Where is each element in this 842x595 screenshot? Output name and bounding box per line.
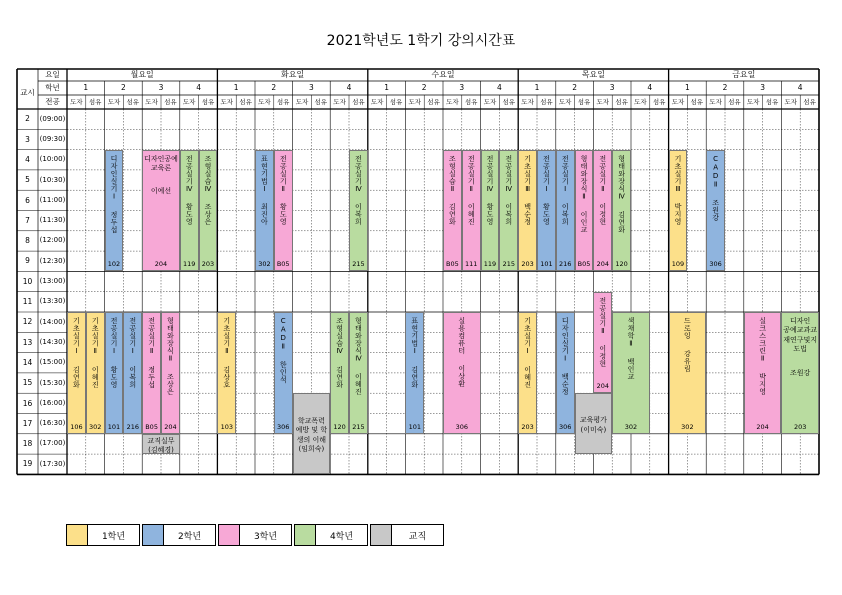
class-room: 120 xyxy=(615,260,628,269)
class-title: 전공실기Ⅱ xyxy=(598,154,607,194)
class-room: 102 xyxy=(107,260,121,269)
class-professor: 한인석 xyxy=(279,361,288,384)
major-header: 섬유 xyxy=(765,97,779,106)
major-header: 도자 xyxy=(634,97,647,106)
class-professor: 김연화 xyxy=(72,365,81,388)
period-time: (14:00) xyxy=(39,317,66,326)
major-header: 섬유 xyxy=(389,97,403,106)
class-room: 302 xyxy=(88,422,102,431)
class-block xyxy=(744,312,782,434)
period-number: 11 xyxy=(22,297,33,307)
class-professor: 정두섭 xyxy=(110,210,119,234)
period-time: (15:00) xyxy=(39,358,66,367)
legend-swatch xyxy=(219,525,240,545)
class-title: 기초실기Ⅲ xyxy=(674,154,683,194)
class-professor: 백순정 xyxy=(561,373,570,396)
major-header: 도자 xyxy=(671,97,685,106)
class-room: 216 xyxy=(126,422,139,431)
major-header: 도자 xyxy=(521,97,534,106)
class-block xyxy=(349,312,368,434)
class-block xyxy=(123,312,142,434)
day-header: 금요일 xyxy=(732,70,756,79)
class-professor: 황도영 xyxy=(185,203,194,226)
class-professor: 이복희 xyxy=(561,203,570,226)
period-time: (13:00) xyxy=(39,277,66,286)
class-block xyxy=(593,292,612,394)
period-time: (17:30) xyxy=(39,459,66,468)
class-room: 204 xyxy=(596,260,609,269)
class-block xyxy=(518,312,537,434)
class-title: 전공실기Ⅱ xyxy=(467,154,476,194)
class-title: 전공실기Ⅰ xyxy=(542,154,551,194)
class-block xyxy=(255,150,274,272)
class-title: 조형실습Ⅳ xyxy=(204,154,213,194)
class-title: 드로잉 xyxy=(683,317,692,340)
grade-header: 2 xyxy=(572,83,577,93)
class-room: 302 xyxy=(258,260,271,269)
major-header: 도자 xyxy=(107,97,121,106)
period-time: (16:00) xyxy=(39,398,66,407)
class-room: 204 xyxy=(164,422,177,431)
class-room: 216 xyxy=(558,260,572,269)
major-header: 도자 xyxy=(258,97,271,106)
period-time: (17:00) xyxy=(39,439,66,448)
class-room: 204 xyxy=(756,422,769,431)
major-header: 섬유 xyxy=(314,97,328,106)
class-professor: 최진아 xyxy=(260,203,269,226)
legend-item xyxy=(294,524,368,546)
class-room: 306 xyxy=(709,260,722,269)
class-professor: 이복희 xyxy=(504,203,513,226)
grade-header: 2 xyxy=(421,83,427,93)
class-block xyxy=(105,150,124,272)
grade-header: 3 xyxy=(309,83,314,93)
major-header: 도자 xyxy=(182,97,196,106)
class-room: 119 xyxy=(182,260,196,269)
class-block xyxy=(67,312,86,434)
class-room: 302 xyxy=(681,422,694,431)
class-professor: 이혜진 xyxy=(91,365,100,388)
class-professor: 이정현 xyxy=(598,345,607,368)
period-number: 16 xyxy=(22,398,33,408)
class-room: 103 xyxy=(220,422,233,431)
major-header: 도자 xyxy=(446,97,459,106)
period-time: (13:30) xyxy=(39,297,66,306)
legend-swatch xyxy=(295,525,316,545)
class-block xyxy=(781,312,819,434)
class-professor: 박지영 xyxy=(758,373,767,396)
class-room: B05 xyxy=(577,260,591,269)
period-time: (15:30) xyxy=(39,378,66,387)
class-room: 306 xyxy=(455,422,468,431)
major-header: 섬유 xyxy=(577,97,591,106)
class-professor: 황도영 xyxy=(110,365,119,388)
grade-header: 1 xyxy=(83,83,89,93)
major-header: 도자 xyxy=(709,97,722,106)
major-header: 도자 xyxy=(746,97,760,106)
class-professor: 김연화 xyxy=(448,203,457,226)
day-header: 월요일 xyxy=(130,70,154,79)
class-title: 전공실기Ⅰ xyxy=(128,317,137,356)
class-title: 조형실습Ⅳ xyxy=(335,317,344,356)
period-time: (12:30) xyxy=(39,256,66,265)
class-room: 215 xyxy=(502,260,515,269)
class-block xyxy=(142,150,180,272)
period-number: 17 xyxy=(22,418,33,428)
legend-label: 2학년 xyxy=(177,531,202,542)
period-number: 18 xyxy=(22,439,33,449)
class-room: B05 xyxy=(446,260,459,269)
class-professor: 강유림 xyxy=(683,349,692,372)
class-title: 형태와장식Ⅱ xyxy=(580,154,589,201)
grade-header: 3 xyxy=(760,83,765,93)
class-title: 기초실기Ⅱ xyxy=(222,317,231,356)
class-room: 101 xyxy=(408,422,421,431)
period-number: 13 xyxy=(22,337,33,347)
class-professor: 이인교 xyxy=(580,210,589,234)
class-block xyxy=(274,150,293,272)
class-title: 형태와장식Ⅳ xyxy=(354,317,363,363)
class-block xyxy=(330,312,349,434)
legend-item xyxy=(218,524,292,546)
major-header: 도자 xyxy=(70,97,83,106)
period-number: 15 xyxy=(22,378,33,388)
label-yoil: 요일 xyxy=(45,70,60,80)
class-professor: 이복희 xyxy=(354,203,363,226)
grade-header: 4 xyxy=(346,83,352,93)
major-header: 섬유 xyxy=(201,97,215,106)
class-block xyxy=(518,150,537,272)
class-professor: 이혜진 xyxy=(354,373,363,396)
period-number: 7 xyxy=(25,215,30,225)
legend-label: 교직 xyxy=(408,531,427,542)
class-title: 색채학Ⅱ xyxy=(627,317,635,348)
class-block xyxy=(481,150,500,272)
class-title: 전공실기Ⅰ xyxy=(561,154,570,194)
class-room: 101 xyxy=(540,260,553,269)
day-header: 수요일 xyxy=(431,70,455,79)
period-time: (11:00) xyxy=(39,195,66,204)
period-time: (14:30) xyxy=(39,337,66,346)
class-professor: 김상호 xyxy=(222,365,231,388)
class-room: 306 xyxy=(276,422,290,431)
major-header: 섬유 xyxy=(502,97,516,106)
period-number: 12 xyxy=(22,317,33,327)
class-professor: 조원강 xyxy=(790,368,811,377)
class-professor: 조상은 xyxy=(166,373,175,396)
class-title: 표현기법Ⅰ xyxy=(410,317,419,356)
day-header: 목요일 xyxy=(581,70,605,79)
class-room: 302 xyxy=(624,422,638,431)
class-block xyxy=(669,312,707,434)
major-header: 도자 xyxy=(145,97,158,106)
legend-swatch xyxy=(67,525,88,545)
class-block xyxy=(142,434,180,454)
class-title: 교육평가 (이미숙) xyxy=(579,416,607,434)
class-room: 203 xyxy=(201,260,215,269)
major-header: 도자 xyxy=(596,97,610,106)
class-block xyxy=(669,150,688,272)
grade-header: 1 xyxy=(384,83,389,93)
class-title: 전공실기Ⅳ xyxy=(486,154,495,194)
legend-label: 1학년 xyxy=(101,531,126,542)
class-room: 111 xyxy=(464,260,478,269)
class-title: 전공실기Ⅱ xyxy=(279,154,288,194)
major-header: 도자 xyxy=(408,97,422,106)
class-block xyxy=(462,150,481,272)
class-block xyxy=(556,150,575,272)
class-room: 119 xyxy=(483,260,497,269)
legend-label: 4학년 xyxy=(329,531,354,542)
major-header: 도자 xyxy=(483,97,497,106)
class-professor: 김연화 xyxy=(335,365,344,388)
major-header: 섬유 xyxy=(652,97,666,106)
period-number: 2 xyxy=(25,114,30,124)
grade-header: 1 xyxy=(534,83,540,93)
grade-header: 2 xyxy=(121,83,126,93)
grade-header: 4 xyxy=(647,83,653,93)
class-title: 전공실기Ⅳ xyxy=(354,154,363,194)
grade-header: 3 xyxy=(609,83,615,93)
class-block xyxy=(86,312,105,434)
class-title: 기초실기Ⅲ xyxy=(523,154,532,194)
period-number: 10 xyxy=(22,276,33,286)
period-time: (09:30) xyxy=(39,134,66,143)
major-header: 도자 xyxy=(333,97,346,106)
class-professor: 이혜진 xyxy=(467,203,476,226)
class-title: 실용컴퓨터 xyxy=(457,317,466,355)
period-number: 5 xyxy=(25,175,30,185)
class-professor: 김연화 xyxy=(617,210,626,234)
class-room: 215 xyxy=(352,260,365,269)
class-title: 조형실습Ⅱ xyxy=(448,154,457,194)
grade-header: 4 xyxy=(497,83,502,93)
class-block xyxy=(443,150,462,272)
class-room: 204 xyxy=(154,260,168,269)
legend-swatch xyxy=(371,525,392,545)
major-header: 도자 xyxy=(558,97,572,106)
class-title: 교직실무 (김혜경) xyxy=(147,436,175,454)
major-header: 섬유 xyxy=(464,97,478,106)
class-title: 디자인공예 교육론 xyxy=(144,154,178,173)
class-title: 전공실기Ⅳ xyxy=(504,154,513,194)
class-title: 표현기법Ⅰ xyxy=(260,154,269,194)
class-block xyxy=(293,393,331,474)
period-time: (10:30) xyxy=(39,175,66,184)
page-title: 2021학년도 1학기 강의시간표 xyxy=(326,33,516,49)
major-header: 도자 xyxy=(784,97,798,106)
class-professor: 백순정 xyxy=(523,203,532,226)
period-time: (11:30) xyxy=(39,216,66,225)
class-block xyxy=(217,312,236,434)
major-header: 섬유 xyxy=(615,97,628,106)
grade-header: 3 xyxy=(158,83,164,93)
class-block xyxy=(443,312,481,434)
class-room: 204 xyxy=(596,382,609,391)
period-number: 8 xyxy=(25,236,30,246)
class-professor: 이정현 xyxy=(598,203,607,226)
major-header: 섬유 xyxy=(239,97,252,106)
grade-header: 1 xyxy=(233,83,239,93)
class-title: 전공실기Ⅱ xyxy=(147,317,156,356)
class-title: CADⅡ xyxy=(279,317,288,351)
major-header: 섬유 xyxy=(803,97,816,106)
class-block xyxy=(274,312,293,434)
class-room: 203 xyxy=(521,260,534,269)
class-title: 디자인실기Ⅰ xyxy=(561,317,570,363)
class-block xyxy=(499,150,518,272)
class-block xyxy=(612,312,650,434)
legend-item xyxy=(370,524,444,546)
period-number: 6 xyxy=(25,195,30,205)
label-gyosi: 교시 xyxy=(20,88,35,98)
class-room: 203 xyxy=(521,422,534,431)
class-title: 디자인실기Ⅰ xyxy=(110,154,119,201)
class-title: 기초실기Ⅱ xyxy=(91,317,100,356)
major-header: 섬유 xyxy=(427,97,440,106)
day-header: 화요일 xyxy=(280,70,305,79)
class-room: 120 xyxy=(333,422,346,431)
major-header: 섬유 xyxy=(352,97,365,106)
class-block xyxy=(575,150,594,272)
class-block xyxy=(199,150,218,272)
label-jeongong: 전공 xyxy=(45,97,60,107)
grade-header: 4 xyxy=(196,83,201,93)
grade-header: 2 xyxy=(271,83,277,93)
class-professor: 백인교 xyxy=(627,358,635,381)
class-title: 기초실기Ⅰ xyxy=(72,317,81,356)
class-block xyxy=(706,150,725,272)
major-header: 섬유 xyxy=(88,97,102,106)
class-block xyxy=(180,150,199,272)
major-header: 섬유 xyxy=(276,97,290,106)
legend-item xyxy=(142,524,216,546)
major-header: 도자 xyxy=(220,97,234,106)
period-number: 19 xyxy=(22,459,33,469)
major-header: 섬유 xyxy=(164,97,177,106)
class-professor: 조원강 xyxy=(711,198,720,222)
period-time: (09:00) xyxy=(39,114,66,123)
major-header: 섬유 xyxy=(728,97,741,106)
class-professor: 이예선 xyxy=(150,187,172,196)
major-header: 섬유 xyxy=(126,97,140,106)
class-room: 106 xyxy=(70,422,83,431)
major-header: 도자 xyxy=(295,97,309,106)
class-professor: 황도영 xyxy=(486,203,495,226)
class-block xyxy=(142,312,161,434)
major-header: 섬유 xyxy=(540,97,553,106)
class-title: 형태와장식Ⅳ xyxy=(617,154,626,201)
class-title: CADⅡ xyxy=(711,154,720,189)
period-number: 3 xyxy=(25,134,30,144)
class-room: B05 xyxy=(276,260,290,269)
class-title: 디자인 공예교과교 재연구및지 도법 xyxy=(783,317,818,354)
class-professor: 조상은 xyxy=(204,203,213,226)
class-title: 학교폭력 예방 및 학 생의 이해 (임희숙) xyxy=(295,416,328,454)
class-block xyxy=(575,393,613,454)
major-header: 도자 xyxy=(370,97,384,106)
class-professor: 이복희 xyxy=(128,365,137,388)
class-room: 306 xyxy=(558,422,572,431)
class-block xyxy=(612,150,631,272)
grade-header: 2 xyxy=(722,83,728,93)
legend-label: 3학년 xyxy=(253,531,278,542)
class-professor: 김연화 xyxy=(410,365,419,388)
class-room: B05 xyxy=(145,422,158,431)
class-room: 101 xyxy=(107,422,121,431)
class-room: 215 xyxy=(352,422,365,431)
class-block xyxy=(537,150,556,272)
grade-header: 3 xyxy=(459,83,465,93)
class-professor: 황도영 xyxy=(542,203,551,226)
major-header: 섬유 xyxy=(690,97,704,106)
class-title: 전공실기Ⅱ xyxy=(598,296,607,336)
class-professor: 황도영 xyxy=(279,203,288,226)
class-block xyxy=(161,312,180,434)
class-room: 203 xyxy=(793,422,807,431)
class-block xyxy=(105,312,124,434)
class-title: 전공실기Ⅳ xyxy=(185,154,194,194)
class-block xyxy=(556,312,575,434)
class-room: 109 xyxy=(671,260,685,269)
label-hangnyeon: 학년 xyxy=(45,83,60,93)
period-number: 4 xyxy=(25,154,30,164)
class-title: 전공실기Ⅰ xyxy=(110,317,119,356)
legend-swatch xyxy=(143,525,164,545)
legend-item xyxy=(66,524,140,546)
period-time: (10:00) xyxy=(39,155,66,164)
class-title: 실크스크린Ⅱ xyxy=(758,317,767,363)
class-block xyxy=(593,150,612,272)
grade-header: 1 xyxy=(685,83,690,93)
class-block xyxy=(405,312,424,434)
class-professor: 정두섭 xyxy=(147,365,156,388)
class-title: 형태와장식Ⅱ xyxy=(166,317,175,363)
class-block xyxy=(349,150,368,272)
class-professor: 이상환 xyxy=(457,364,466,387)
period-time: (16:30) xyxy=(39,419,66,428)
class-professor: 이혜진 xyxy=(523,365,532,388)
class-professor: 박지영 xyxy=(674,203,683,226)
period-number: 14 xyxy=(22,357,33,367)
period-time: (12:00) xyxy=(39,236,66,245)
grade-header: 4 xyxy=(797,83,803,93)
period-number: 9 xyxy=(25,256,30,266)
class-title: 기초실기Ⅰ xyxy=(523,317,532,356)
